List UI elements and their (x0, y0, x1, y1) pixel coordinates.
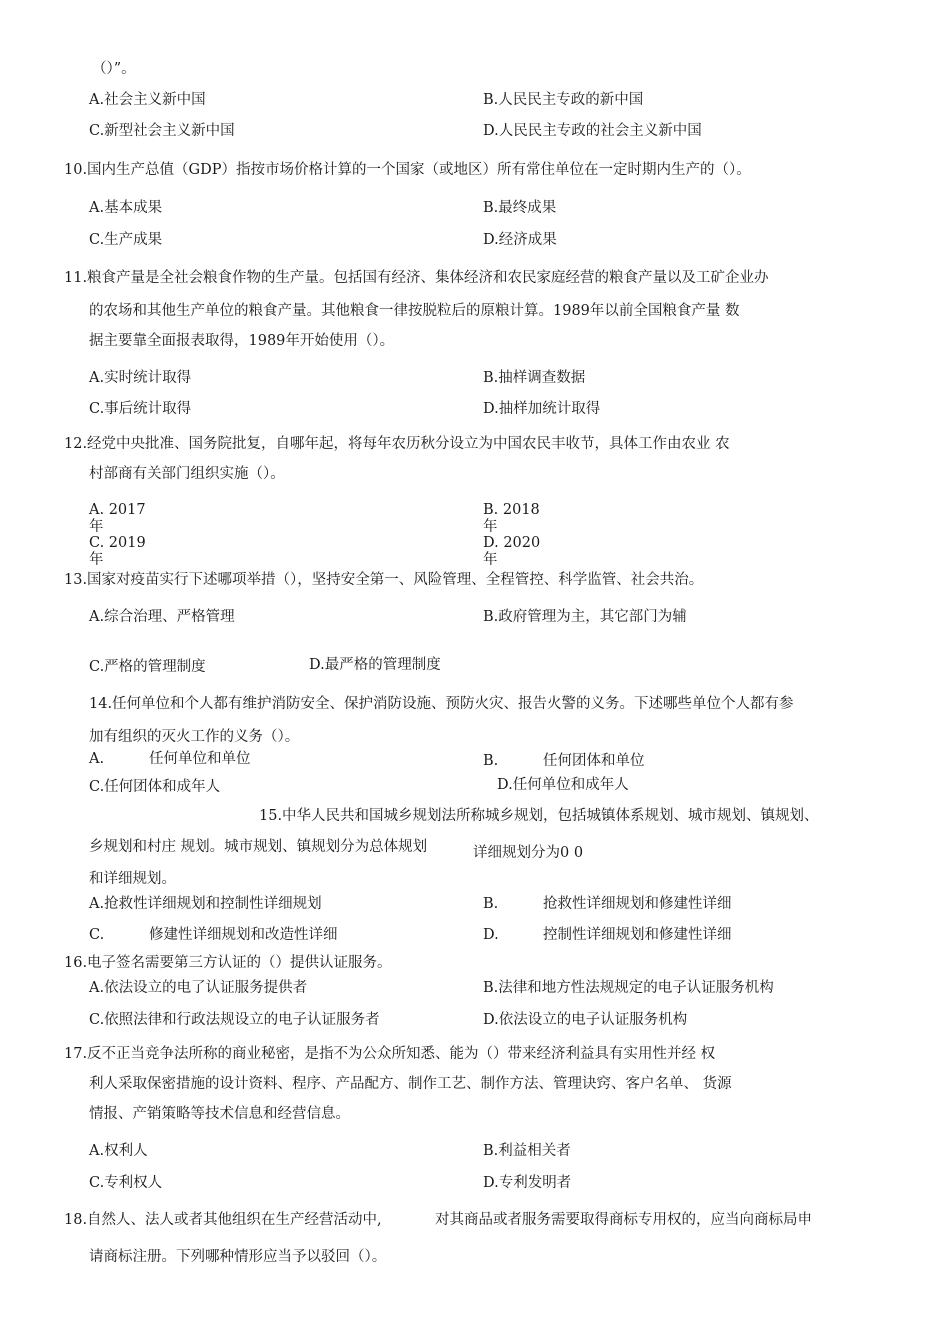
q10-option-d: D.经济成果 (483, 232, 557, 248)
question-15-line-3: 和详细规划。 (89, 871, 176, 887)
q9-option-a: A.社会主义新中国 (89, 92, 206, 108)
q13-option-a: A.综合治理、严格管理 (89, 609, 235, 625)
question-10: 10.国内生产总值（GDP）指按市场价格计算的一个国家（或地区）所有常住单位在一定时期内生产的（）。 (64, 162, 751, 178)
question-12-line-2: 村部商有关部门组织实施（）。 (89, 466, 285, 482)
q10-option-b: B.最终成果 (483, 200, 557, 216)
question-12-line-1: 12.经党中央批准、国务院批复，自哪年起，将每年农历秋分设立为中国农民丰收节，具体工作由农业 农 (64, 436, 730, 452)
question-13: 13.国家对疫苗实行下述哪项举措（），坚持安全第一、风险管理、全程管控、科学监管、社会共治。 (64, 572, 704, 588)
question-17-line-2: 利人采取保密措施的设计资料、程序、产品配方、制作工艺、制作方法、管理诀窍、客户名单、 货源 (89, 1076, 732, 1092)
q12-option-a: A. 2017 (89, 502, 146, 518)
q12-option-a-suffix: 年 (89, 519, 104, 535)
q15-option-b-letter: B. (483, 896, 499, 912)
q15-option-b-text: 抢救性详细规划和修建性详细 (543, 896, 732, 912)
q15-option-c-text: 修建性详细规划和改造性详细 (149, 927, 338, 943)
question-15-line-2: 乡规划和村庄 规划。城市规划、镇规划分为总体规划 (89, 839, 428, 855)
q15-option-d-letter: D. (483, 927, 499, 943)
q14-option-b-text: 任何团体和单位 (543, 753, 645, 769)
q13-option-d: D.最严格的管理制度 (309, 657, 441, 673)
q9-option-d: D.人民民主专政的社会主义新中国 (483, 123, 702, 139)
question-11-line-2: 的农场和其他生产单位的粮食产量。其他粮食一律按脱粒后的原粮计算。1989年以前全国粮食产量 数 (89, 303, 740, 319)
q17-option-c: C.专利权人 (89, 1175, 163, 1191)
q16-option-a: A.依法设立的电了认证服务提供者 (89, 980, 308, 996)
q17-option-d: D.专利发明者 (483, 1175, 572, 1191)
q14-option-d: D.任何单位和成年人 (497, 777, 629, 793)
q17-option-a: A.权利人 (89, 1143, 148, 1159)
q14-option-a-letter: A. (89, 751, 105, 767)
q12-option-b: B. 2018 (483, 502, 540, 518)
q13-option-c: C.严格的管理制度 (89, 659, 206, 675)
question-18-line-2: 请商标注册。下列哪种情形应当予以驳回（）。 (89, 1249, 387, 1265)
q12-option-b-suffix: 年 (483, 519, 498, 535)
q16-option-b: B.法律和地方性法规规定的电子认证服务机构 (483, 980, 774, 996)
q16-option-d: D.依法设立的电子认证服务机构 (483, 1012, 688, 1028)
q9-option-c: C.新型社会主义新中国 (89, 123, 235, 139)
q15-option-d-text: 控制性详细规划和修建性详细 (543, 927, 732, 943)
q10-option-c: C.生产成果 (89, 232, 163, 248)
q17-option-b: B.利益相关者 (483, 1143, 571, 1159)
q14-option-b-letter: B. (483, 753, 499, 769)
question-9-blank: （）”。 (92, 61, 136, 77)
question-17-line-1: 17.反不正当竞争法所称的商业秘密，是指不为公众所知悉、能为（）带来经济利益具有实用性并经 权 (64, 1046, 716, 1062)
q13-option-b: B.政府管理为主，其它部门为辅 (483, 609, 687, 625)
question-14-line-1: 14.任何单位和个人都有维护消防安全、保护消防设施、预防火灾、报告火警的义务。下述哪些单位个人都有参 (89, 696, 794, 712)
question-18-line-1-tail: 对其商品或者服务需要取得商标专用权的，应当向商标局申 (435, 1212, 812, 1228)
q12-option-d-suffix: 年 (483, 552, 498, 568)
q16-option-c: C.依照法律和行政法规设立的电子认证服务者 (89, 1012, 380, 1028)
question-18-line-1: 18.自然人、法人或者其他组织在生产经营活动中, (64, 1212, 382, 1228)
q11-option-b: B.抽样调查数据 (483, 370, 586, 386)
question-11-line-1: 11.粮食产量是全社会粮食作物的生产量。包括国有经济、集体经济和农民家庭经营的粮食产量以及工矿企业办 (64, 270, 769, 286)
q10-option-a: A.基本成果 (89, 200, 163, 216)
q12-option-c: C. 2019 (89, 535, 146, 551)
question-16: 16.电子签名需要第三方认证的（）提供认证服务。 (64, 955, 392, 971)
q11-option-d: D.抽样加统计取得 (483, 401, 601, 417)
q15-option-a: A.抢救性详细规划和控制性详细规划 (89, 896, 322, 912)
q12-option-c-suffix: 年 (89, 552, 104, 568)
q14-option-a-text: 任何单位和单位 (149, 751, 251, 767)
question-15-line-2-tail: 详细规划分为0 0 (473, 845, 584, 861)
question-17-line-3: 情报、产销策略等技术信息和经营信息。 (89, 1106, 350, 1122)
question-14-line-2: 加有组织的灭火工作的义务（）。 (89, 729, 300, 745)
q11-option-c: C.事后统计取得 (89, 401, 192, 417)
question-11-line-3: 据主要靠全面报表取得，1989年开始使用（）。 (89, 333, 395, 349)
q14-option-c: C.任何团体和成年人 (89, 779, 221, 795)
q12-option-d: D. 2020 (483, 535, 541, 551)
q15-option-c-letter: C. (89, 927, 105, 943)
q9-option-b: B.人民民主专政的新中国 (483, 92, 644, 108)
q11-option-a: A.实时统计取得 (89, 370, 192, 386)
question-15-line-1: 15.中华人民共和国城乡规划法所称城乡规划，包括城镇体系规划、城市规划、镇规划、 (259, 808, 819, 824)
